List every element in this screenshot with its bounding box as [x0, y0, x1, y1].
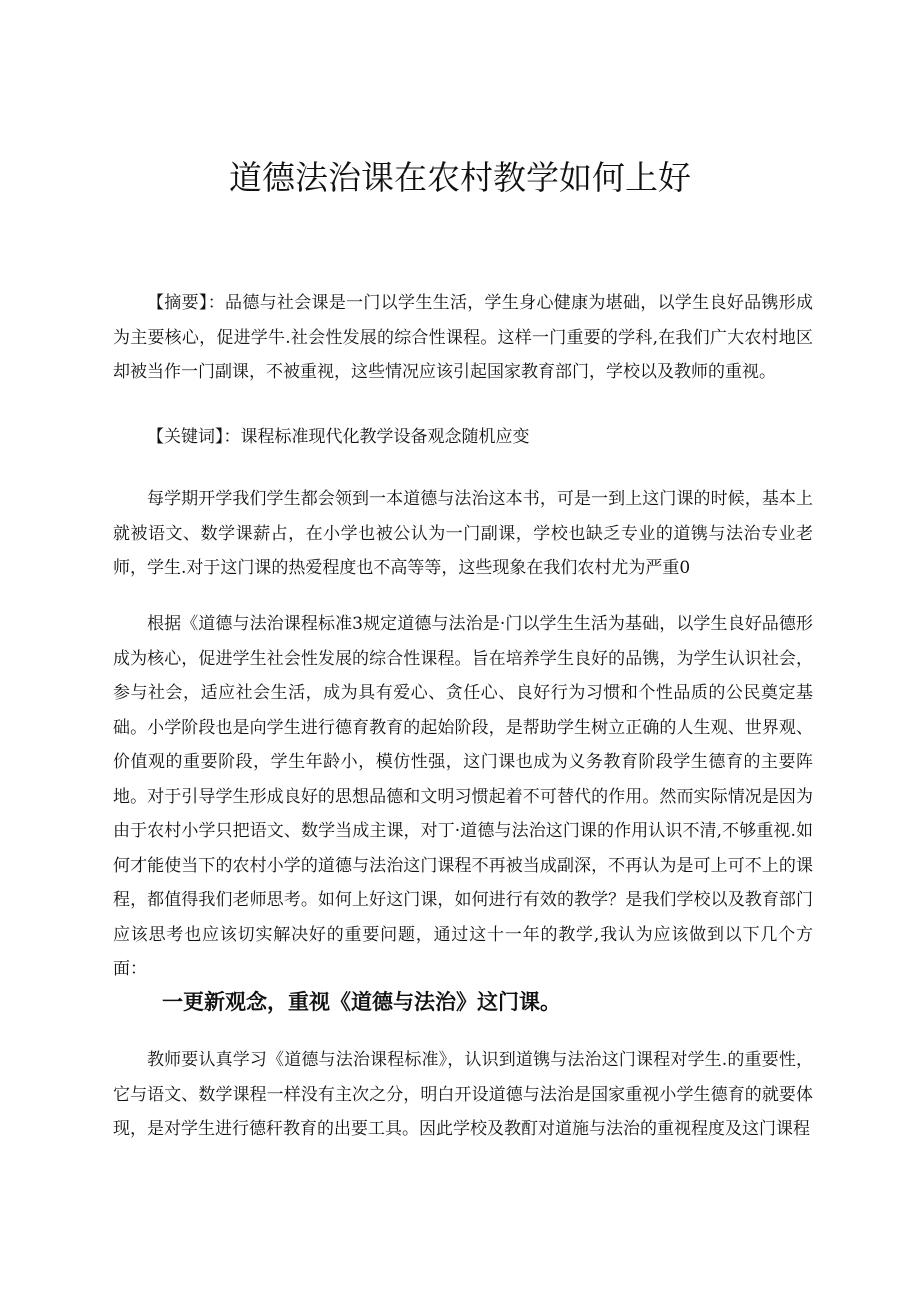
body-paragraph-1: 每学期开学我们学生都会领到一本道德与法治这本书，可是一到上这门课的时候，基本上就被语文、数学课薪占，在小学也被公认为一门副课，学校也缺乏专业的道镌与法治专业老师，学生.对于这门课的热爱程度也不高等等，这些现象在我们农村尤为严重0	[113, 489, 813, 578]
abstract-paragraph: 【摘要】：品德与社会课是一门以学生生活，学生身心健康为堪础，以学生良好品镌形成为主要核心，促进学牛.社会性发展的综合性课程。这样一门重要的学科,在我们广大农村地区却被当作一门副课，不被重视，这些情况应该引起国家教育部门，学校以及教师的重视。	[113, 293, 813, 382]
body-paragraph-3: 教师要认真学习《道德与法治课程标准》，认识到道镌与法治这门课程对学生.的重要性，它与语文、数学课程一样没有主次之分，明白开设道德与法治是国家重视小学生德育的就要体现，是对学生进行德秆教育的出要工具。因此学校及教酊对道施与法治的重视程度及这门课程	[113, 1050, 813, 1139]
section-heading: 一更新观念，重视《道德与法治》这门课。	[162, 989, 561, 1014]
keywords-paragraph: 【关键词】：课程标准现代化教学设备观念随机应变	[147, 427, 530, 447]
document-title: 道德法治课在农村教学如何上好	[229, 158, 691, 197]
body-paragraph-2: 根据《道德与法治课程标准3规定道德与法治是·门以学生生活为基础，以学生良好品德形成为核心，促进学生社会性发展的综合性课程。旨在培养学生良好的品镌，为学生认识社会，参与社会，适应社会生活，成为具有爱心、贪任心、良好行为习惯和个性品质的公民奠定基础。小学阶段也是向学生进行德育教育的起始阶段，是帮助学生树立正确的人生观、世界观、价值观的重要阶段，学生年龄小，模仿性强，这门课也成为义务教育阶段学生德育的主要阵地。对于引导学生形成良好的思想品德和文明习惯起着不可替代的作用。然而实际情况是因为由于农村小学只把语文、数学当成主课，对丁·道德与法治这门课的作用认识不清,不够重视.如何才能使当下的农村小学的道德与法治这门课程不再被当成副深，不再认为是可上可不上的课程，都值得我们老师思考。如何上好这门课，如何进行有效的教学？是我们学校以及教育部门应该思考也应该切实解决好的重要问题，通过这十一年的教学,我认为应该做到以下几个方面：	[113, 614, 813, 979]
